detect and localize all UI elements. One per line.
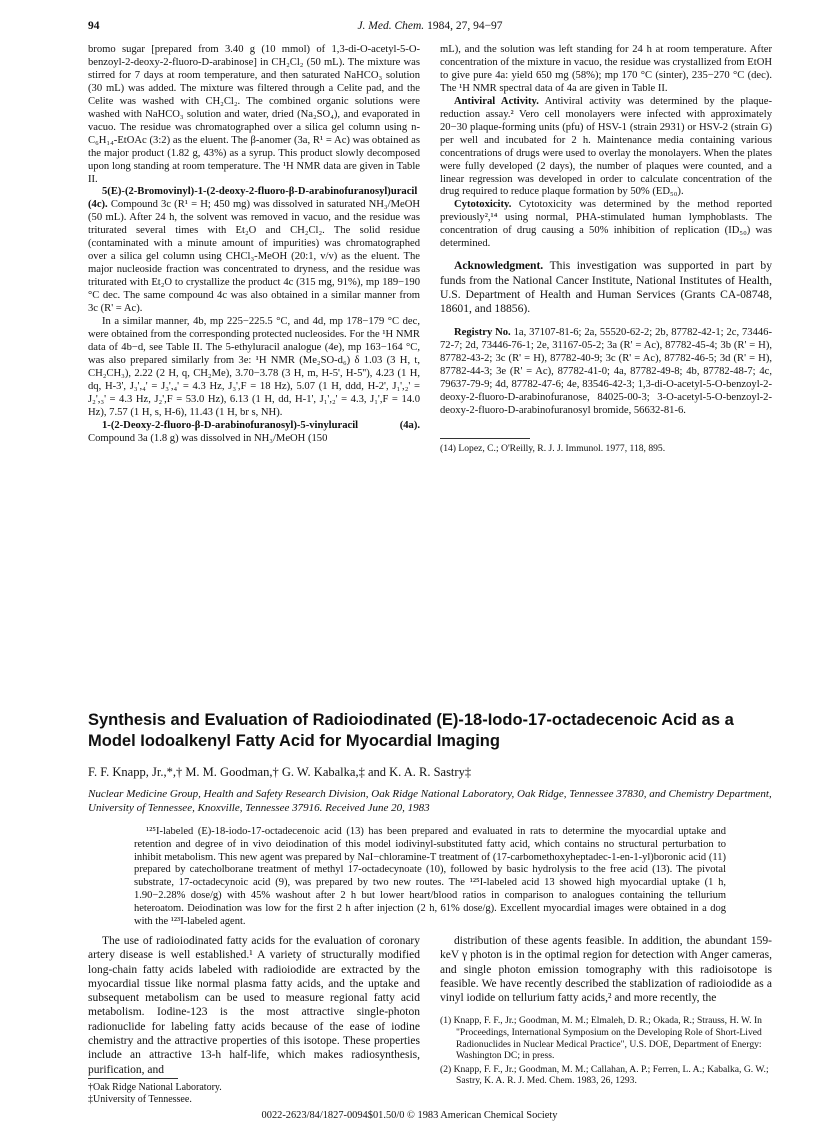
registry-text: 1a, 37107-81-6; 2a, 55520-62-2; 2b, 87782-42-1; 2c, 73446-72-7; 2d, 73446-76-1; 2e, 31167-05-2; 3a (R' = Ac), 87782-45-4; 3b (R' = H), 87782-43-2; 3c (R' = H), 87782-40-9; 3c (R' = Ac), 87782-46-5; 3d (R' = H), 87782-44-3; 3e (R' = Ac), 87782-41-0; 4a, 87782-49-8; 4b, 87782-48-7; 4c, 79637-79-9; 4d, 87782-47-6; 4e, 83546-42-3; 1,3-di-O-acetyl-5-O-benzoyl-2-deoxy-2-fluoro-D-arabinofuranose, 84025-00-3; 3-O-acetyl-5-O-benzoyl-2-deoxy-2-fluoro-D-arabinofuranosyl bromide, 56632-81-6. <box>440 326 772 416</box>
article-body-right <box>440 934 772 1089</box>
article-title: Synthesis and Evaluation of Radioiodinated (E)-18-Iodo-17-octadecenoic Acid as a Model Iodoalkenyl Fatty Acid for Myocardial Imaging <box>88 711 734 750</box>
right-column <box>440 44 772 455</box>
compound-4c-text: Compound 3c (R¹ = H; 450 mg) was dissolved in saturated NH₃/MeOH (50 mL). After 24 h, the solvent was removed in vacuo, and the residue was triturated several times with Et₂O and CH₂Cl₂. The solid residue (contaminated with a minute amount of impurities) was chromatographed over a silica gel column using CHCl₃-MeOH (20:1, v/v) as the eluent. The major nucleoside fraction was concentrated to dryness, and the residue was triturated with Et₂O to crystallize the product 4c (315 mg, 91%), mp 189−190 °C dec. The same compound 4c was also obtained in a similar manner from 3c (R' = Ac). <box>88 199 420 315</box>
page-footer: 0022-2623/84/1827-0094$01.50/0 © 1983 American Chemical Society <box>261 1110 558 1121</box>
compound-4c-heading: 5(E)-(2-Bromovinyl)-1-(2-deoxy-2-fluoro-β-D-arabinofuranosyl)uracil (4c). <box>88 186 418 211</box>
page-number: 94 <box>88 20 100 32</box>
registry-paragraph <box>440 327 772 418</box>
article-authors: F. F. Knapp, Jr.,*,† M. M. Goodman,† G. W. Kabalka,‡ and K. A. R. Sastry‡ <box>88 765 472 779</box>
acknowledgment-text: This investigation was supported in part by funds from the National Cancer Institute, National Institutes of Health, U.S. Department of Health and Human Services (Grants CA-08748, 18601, and 18856). <box>440 259 772 316</box>
reference-list <box>440 1015 772 1087</box>
running-header <box>88 20 772 40</box>
left-paragraph-3: In a similar manner, 4b, mp 225−225.5 °C, and 4d, mp 178−179 °C dec, were obtained from the corresponding protected nucleosides. For the ¹H NMR data of 4b−d, see Table II. The 5-ethyluracil analogue (4e), mp 163−164 °C, was also prepared similarly from 3e: ¹H NMR (Me₂SO-d₆) δ 1.03 (3 H, t, CH₂CH₃), 2.22 (2 H, q, CH₂Me), 3.70−3.78 (3 H, m, H-5', H-5''), 4.23 (1 H, dq, H-3', J₃',₄' = J₃',₄' = 4.3 Hz, J₃',F = 18 Hz), 5.07 (1 H, ddd, H-2', J₁',₂' = J₂',₃' = 4.3 Hz, J₂',F = 53.0 Hz), 6.13 (1 H, dd, H-1', J₁',₂' = 4.3, J₁',F = 14.0 Hz), 7.57 (1 H, s, H-6), 11.43 (1 H, br s, NH). <box>88 316 420 418</box>
affiliation-footnotes <box>88 1078 420 1106</box>
left-paragraph-1: bromo sugar [prepared from 3.40 g (10 mmol) of 1,3-di-O-acetyl-5-O-benzoyl-2-deoxy-2-fluoro-D-arabinose] in CH₂Cl₂ (50 mL). The mixture was stirred for 7 days at room temperature, and then saturated NaHCO₃ solution (30 mL) was added. The mixture was filtered through a Celite pad, and the Celite was washed with CH₂Cl₂. The combined organic solutions were washed with NaHCO₃ solution and water, dried (Na₂SO₄), and evaporated in vacuo. The residue was chromatographed over a silica gel column using n-C₆H₁₄-EtOAc (3:2) as the eluent. The β-anomer (3a, R¹ = Ac) was obtained as the major product (1.82 g, 43%) as a syrup. This product slowly decomposed upon long standing at room temperature. The ¹H NMR data are given in Table II. <box>88 44 420 185</box>
cytotoxicity-heading: Cytotoxicity. <box>454 199 512 211</box>
registry-heading: Registry No. <box>454 326 511 338</box>
antiviral-heading: Antiviral Activity. <box>454 95 539 107</box>
acknowledgment-paragraph <box>440 259 772 317</box>
right-paragraph-1: mL), and the solution was left standing for 24 h at room temperature. After concentration of the mixture in vacuo, the residue was crystallized from EtOH to give pure 4a: yield 650 mg (58%); mp 170 °C (sinter), 235−270 °C (dec). The ¹H NMR spectral data of 4a are given in Table II. <box>440 44 772 94</box>
journal-citation <box>88 20 772 32</box>
left-paragraph-2 <box>88 186 420 316</box>
article-abstract <box>134 826 726 928</box>
cytotoxicity-paragraph <box>440 199 772 251</box>
antiviral-text: Antiviral activity was determined by the plaque-reduction assay.² Vero cell monolayers were infected with approximately 20−30 plaque-forming units (pfu) of HSV-1 (strain 2931) or HSV-2 (strain G) per well and incubated for 2 h. Maintenance media containing various concentrations of drugs were used to overlay the monolayers. When the plates were fully developed (2 days), the number of plaques were counted, and a linear regression was developed in order to calculate concentration of the drug required to reduce plaque formation by 50% (ED₅₀). <box>440 95 772 198</box>
affiliation-footnote-ornl: †Oak Ridge National Laboratory. <box>88 1082 222 1093</box>
intro-paragraph-left: The use of radioiodinated fatty acids for the evaluation of coronary artery disease is well established.¹ A variety of structurally modified long-chain fatty acids labeled with radioiodide are extracted by the myocardial tissue like normal plasma fatty acids, and the uptake and subsequent metabolism can be used to measure regional fatty acid metabolism. Iodine-123 is the most attractive single-photon radionuclide for labeling fatty acids because of the ease of iodine chemistry and the attractive properties of this isotope. These properties include an attractive 13-h half-life, which makes radiosynthesis, purification, and <box>88 935 420 1076</box>
compound-4a-text: Compound 3a (1.8 g) was dissolved in NH₃/MeOH (150 <box>88 432 328 444</box>
article-header <box>88 710 772 928</box>
reference-2: (2) Knapp, F. F., Jr.; Goodman, M. M.; Callahan, A. P.; Ferren, L. A.; Kabalka, G. W.; Sastry, K. A. R. J. Med. Chem. 1983, 26, 1293. <box>440 1063 769 1087</box>
reference-1: (1) Knapp, F. F., Jr.; Goodman, M. M.; Elmaleh, D. R.; Okada, R.; Strauss, H. W. In "Proceedings, International Symposium on the Developing Role of Short-Lived Radionuclides in Nuclear Medical Practice", U.S. DOE, Department of Energy: Washington DC; in press. <box>440 1015 762 1062</box>
article-affiliation: Nuclear Medicine Group, Health and Safety Research Division, Oak Ridge National Laboratory, Oak Ridge, Tennessee 37830, and Chemistry Department, University of Tennessee, Knoxville, Tennessee 37916. Received June 20, 1983 <box>88 788 772 814</box>
footnote-14: (14) Lopez, C.; O'Reilly, R. J. J. Immunol. 1977, 118, 895. <box>440 442 666 454</box>
left-column <box>88 44 420 446</box>
acknowledgment-heading: Acknowledgment. <box>454 259 544 273</box>
affiliation-footnote-divider <box>88 1078 178 1079</box>
abstract-text: ¹²⁵I-labeled (E)-18-iodo-17-octadecenoic acid (13) has been prepared and evaluated in rats to determine the myocardial uptake and retention and degree of in vivo deiodination of this model iodivinyl-substituted fatty acid, which contains no structural perturbation to inhibit metabolism. This new agent was prepared by NaI−chloramine-T treatment of (17-carbomethoxyheptadec-1-en-1-yl)boronic acid (11) prepared by catecholborane treatment of methyl 17-octadecynoate (10), followed by basic hydrolysis to the free acid (13). The pivotal substrate, 17-octadecynoic acid (9), was prepared by two new routes. The ¹²⁵I-labeled acid 13 showed high myocardial uptake (1 h, 1.90−2.28% dose/g) with 45% washout after 2 h but lower heart/blood ratios in comparison to analogues containing the tellurium heteroatom. Deiodination was low for the first 2 h after injection (2 h, 61% dose/g). Excellent myocardial images were obtained in a dog with the ¹²³I-labeled agent. <box>134 826 726 927</box>
journal-name: J. Med. Chem. <box>357 20 425 32</box>
antiviral-paragraph <box>440 96 772 200</box>
left-paragraph-4 <box>88 420 420 446</box>
compound-4a-heading: 1-(2-Deoxy-2-fluoro-β-D-arabinofuranosyl)-5-vinyluracil (4a). <box>102 419 420 431</box>
affiliation-footnote-ut: ‡University of Tennessee. <box>88 1094 192 1105</box>
article-body-left <box>88 934 420 1077</box>
intro-paragraph-right: distribution of these agents feasible. In addition, the abundant 159-keV γ photon is in the optimal region for detection with Anger cameras, and single photon emission tomography with this radioisotope is feasible. We have recently described the stablization of radioiodide as a vinyl iodide on tellurium fatty acids,² and more recently, the <box>440 935 772 1005</box>
journal-info: 1984, 27, 94−97 <box>427 20 503 32</box>
footnote-divider <box>440 438 530 439</box>
cytotoxicity-text: Cytotoxicity was determined by the method reported previously²,¹⁴ using normal, PHA-stimulated human lymphoblasts. The concentration of drug causing a 50% inhibition of replication (ID₅₀) was determined. <box>440 199 772 250</box>
